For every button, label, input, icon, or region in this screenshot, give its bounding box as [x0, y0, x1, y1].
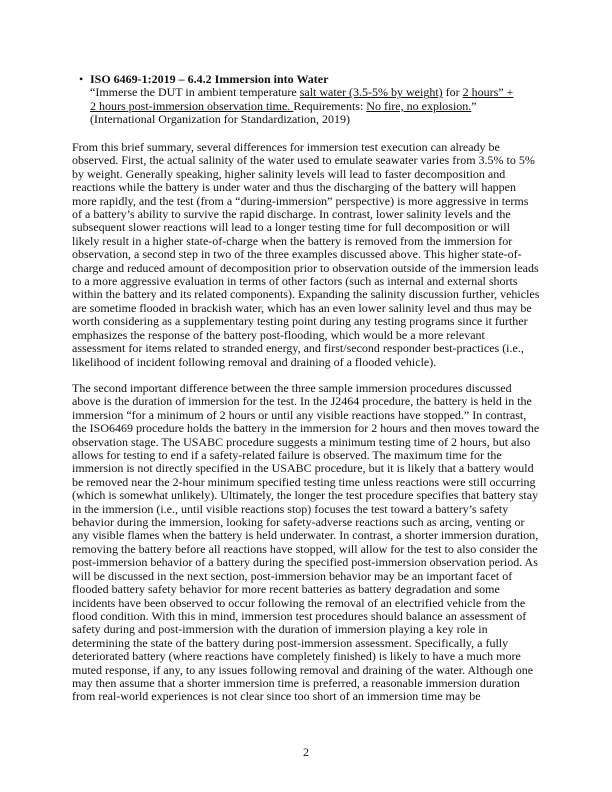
page-number: 2: [303, 745, 309, 759]
text-line: subsequent slower reactions will lead to a longer testing time for full decomposition or will: [72, 220, 510, 235]
text-line: determining the state of the battery during post-immersion assessment. Specifically, a fully: [72, 635, 509, 650]
quote-text: Requirements:: [293, 98, 367, 113]
text-line: flooded battery safety behavior for more recent batteries as battery degradation and some: [72, 582, 500, 597]
text-line: reactions while the battery is under water and thus the discharging of the battery will happen: [72, 180, 516, 195]
text-line: any visible flames when the battery is held underwater. In contrast, a shorter immersion duration,: [72, 528, 539, 543]
underlined-duration: 2 hours” +: [462, 85, 514, 100]
text-line: to a more aggressive evaluation in terms of other factors (such as internal and external shorts: [72, 274, 518, 289]
underlined-salinity: salt water (3.5-5% by weight): [299, 85, 443, 100]
text-line: are sometime flooded in brackish water, which has an even lower salinity level and thus may be: [72, 300, 532, 315]
bullet-icon: •: [79, 72, 84, 86]
text-line: likely result in a higher state-of-charge when the battery is removed from the immersion for: [72, 233, 513, 248]
quote-text: for: [442, 85, 463, 100]
bullet-quote-line-1: [90, 86, 550, 99]
text-line: worth considering as a supplementary testing point during any testing programs since it further: [72, 314, 528, 329]
bullet-item-iso-6469: [79, 72, 550, 127]
text-line: more rapidly, and the test (from a “during-immersion” perspective) is more aggressive in terms: [72, 193, 529, 208]
text-line: observed. First, the actual salinity of the water used to emulate seawater varies from 3.5% to 5%: [72, 153, 535, 168]
underlined-requirements: No fire, no explosion.: [366, 98, 472, 113]
text-line: flood condition. With this in mind, immersion test procedures should balance an assessment of: [72, 608, 527, 623]
text-line: will be discussed in the next section, post-immersion behavior may be an important facet of: [72, 568, 513, 583]
text-line: deteriorated battery (where reactions have completely finished) is likely to have a much more: [72, 649, 521, 664]
text-line: observation stage. The USABC procedure suggests a minimum testing time of 2 hours, but also: [72, 434, 531, 449]
text-line: in the immersion (i.e., until visible reactions stop) focuses the test toward a battery’s safety: [72, 501, 509, 516]
text-line: be removed near the 2-hour minimum specified testing time unless reactions were still occurring: [72, 474, 536, 489]
bullet-title: ISO 6469-1:2019 – 6.4.2 Immersion into Water: [90, 72, 329, 86]
text-line: (which is somewhat unlikely). Ultimately, the longer the test procedure specifies that battery stay: [72, 488, 539, 503]
text-line: incidents have been observed to occur following the removal of an electrified vehicle from the: [72, 595, 526, 610]
paragraph-duration: [72, 382, 552, 704]
text-line: charge and reduced amount of decomposition prior to observation outside of the immersion leads: [72, 260, 539, 275]
text-line: of a battery’s ability to survive the rapid discharge. In contrast, lower salinity levels and the: [72, 207, 511, 222]
text-line: From this brief summary, several differences for immersion test execution can already be: [72, 140, 500, 154]
text-line: muted response, if any, to any issues following removal and draining of the water. Although one: [72, 662, 534, 677]
text-line: from real-world experiences is not clear since too short of an immersion time may be: [72, 689, 481, 704]
paragraph-salinity: [72, 141, 552, 369]
text-line: removing the battery before all reactions have stopped, will allow for the test to also consider the: [72, 541, 538, 556]
text-line: likelihood of incident following removal and draining of a flooded vehicle).: [72, 354, 437, 369]
quote-text: “Immerse the DUT in ambient temperature: [90, 85, 300, 100]
bullet-quote-line-2: [90, 100, 550, 113]
text-line: The second important difference between the three sample immersion procedures discussed: [72, 381, 512, 395]
text-line: above is the duration of immersion for the test. In the J2464 procedure, the battery is held in the: [72, 394, 532, 409]
text-line: immersion “for a minimum of 2 hours or until any visible reactions have stopped.” In contrast,: [72, 407, 527, 422]
text-line: post-immersion behavior of a battery during the specified post-immersion observation period. As: [72, 555, 538, 570]
text-line: may then assume that a shorter immersion time is preferred, a reasonable immersion duration: [72, 675, 520, 690]
text-line: emphasizes the response of the battery post-flooding, which would be a more relevant: [72, 327, 485, 342]
text-line: observation, a second step in two of the three examples discussed above. This higher state-of-: [72, 247, 522, 262]
text-line: allows for testing to end if a safety-related failure is observed. The maximum time for the: [72, 448, 502, 463]
text-line: by weight. Generally speaking, higher salinity levels will lead to faster decomposition and: [72, 166, 506, 181]
bullet-citation: (International Organization for Standardization, 2019): [90, 112, 351, 127]
text-line: safety during and post-immersion with the duration of immersion playing a key role in: [72, 622, 488, 637]
text-line: immersion is not directly specified in the USABC procedure, but it is likely that a battery would: [72, 461, 534, 476]
quote-text: ”: [471, 98, 477, 113]
text-line: assessment for items related to stranded energy, and first/second responder best-practices (i.e.,: [72, 341, 524, 356]
underlined-observation-time: 2 hours post-immersion observation time.: [90, 98, 294, 113]
text-line: within the battery and its related components). Expanding the salinity discussion further, vehicles: [72, 287, 540, 302]
text-line: behavior during the immersion, looking for safety-adverse reactions such as arcing, venting or: [72, 515, 525, 530]
text-line: the ISO6469 procedure holds the battery in the immersion for 2 hours and then moves toward the: [72, 421, 540, 436]
